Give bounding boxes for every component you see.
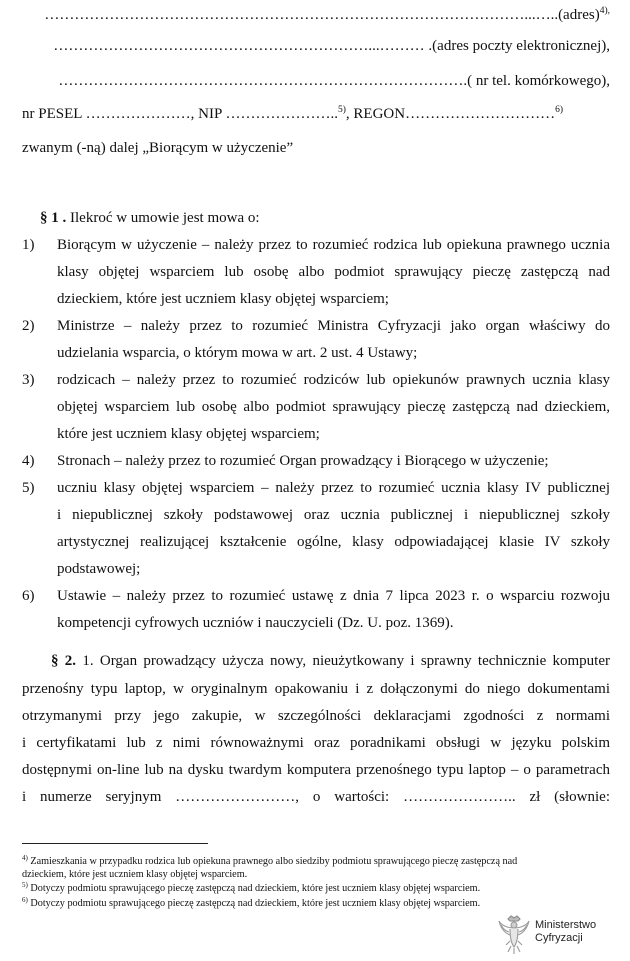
section-1-number: § 1 . xyxy=(40,210,67,226)
section-2-text: 1. Organ prowadzący użycza nowy, nieużytkowany i sprawny technicznie komputer xyxy=(76,653,611,669)
borrower-definition-line: zwanym (-ną) dalej „Biorącym w użyczenie” xyxy=(22,140,294,156)
phone-line: ……………………………………………………………………….( nr tel. komórkowego), xyxy=(58,73,610,89)
footnote-4 xyxy=(22,855,610,868)
item-6-line: Ustawie – należy przez to rozumieć ustawę z dnia 7 lipca 2023 r. o wsparciu rozwoju xyxy=(57,588,610,604)
polish-eagle-icon xyxy=(497,915,531,955)
item-3-line: które jest uczniem klasy objętej wsparciem; xyxy=(57,426,320,442)
footnote-4-mark: 4) xyxy=(22,854,28,862)
item-5-line: podstawowej; xyxy=(57,561,141,577)
item-3-number: 3) xyxy=(22,372,35,388)
item-5-line: uczniu klasy objętej wsparciem – należy przez to rozumieć ucznia klasy IV publicznej xyxy=(57,480,610,496)
footnote-6-text: Dotyczy podmiotu sprawującego pieczę zastępczą nad dzieckiem, które jest uczniem klasy objętej wsparciem. xyxy=(27,898,481,909)
address-line xyxy=(22,6,610,24)
section-2-line xyxy=(51,652,610,670)
footnote-5 xyxy=(22,882,610,895)
footnote-4-text: Zamieszkania w przypadku rodzica lub opiekuna prawnego albo siedziby podmiotu sprawującego pieczę zastępczą nad xyxy=(27,856,518,867)
item-6-line: kompetencji cyfrowych uczniów i nauczycieli (Dz. U. poz. 1369). xyxy=(57,615,454,631)
regon-text: , REGON………………………… xyxy=(345,106,556,122)
ministry-logo xyxy=(497,915,609,955)
ministry-name-line-2: Cyfryzacji xyxy=(535,932,583,944)
item-1-line: dzieckiem, które jest uczniem klasy objętej wsparciem; xyxy=(57,291,389,307)
footnote-5-text: Dotyczy podmiotu sprawującego pieczę zastępczą nad dzieckiem, które jest uczniem klasy objętej wsparciem. xyxy=(27,883,481,894)
footnote-6 xyxy=(22,897,610,910)
item-5-number: 5) xyxy=(22,480,35,496)
item-1-line: klasy objętej wsparciem lub osobę albo podmiot sprawujący pieczę zastępczą nad xyxy=(57,264,610,280)
footnote-4-continuation: dzieckiem, które jest uczniem klasy objętej wsparciem. xyxy=(22,869,248,880)
section-2-line: i certyfikatami lub z nimi równoważnymi oraz poradnikami obsługi w języku polskim xyxy=(22,735,610,751)
footnote-ref-6: 6) xyxy=(555,105,563,115)
section-2-number: § 2. xyxy=(51,653,77,669)
item-2-line: Ministrze – należy przez to rozumieć Ministra Cyfryzacji jako organ właściwy do xyxy=(57,318,610,334)
section-2-line: otrzymanymi przy jego zakupie, w szczególności deklaracjami zgodności z normami xyxy=(22,708,610,724)
footnote-6-mark: 6) xyxy=(22,896,28,904)
item-4-number: 4) xyxy=(22,453,35,469)
item-1-line: Biorącym w użyczenie – należy przez to rozumieć rodzica lub opiekuna prawnego ucznia xyxy=(57,237,610,253)
ministry-name xyxy=(535,919,596,945)
section-2-line: dostępnymi on-line lub na dysku twardym komputera przenośnego typu laptop – o parametrach xyxy=(22,762,610,778)
item-1-number: 1) xyxy=(22,237,35,253)
item-6-number: 6) xyxy=(22,588,35,604)
address-field-text: ……………………………………………………………………………………...…..(adres) xyxy=(44,7,600,23)
section-2-line: przenośny typu laptop, w oryginalnym opakowaniu i z dołączonymi do niego dokumentami xyxy=(22,681,610,697)
footnote-5-mark: 5) xyxy=(22,881,28,889)
item-5-line: artystycznej realizującej kształcenie ogólne, klasy odpowiadającej klasie IV szkoły xyxy=(57,534,610,550)
item-3-line: rodzicach – należy przez to rozumieć rodziców lub opiekunów prawnych ucznia klasy xyxy=(57,372,610,388)
section-1-heading xyxy=(40,209,628,227)
email-line: ………………………………………………………...……… .(adres poczty elektronicznej), xyxy=(53,38,610,54)
item-5-line: i niepublicznej szkoły podstawowej oraz ucznia publicznej i niepublicznej szkoły xyxy=(57,507,610,523)
section-2-line: i numerze seryjnym ……………………, o wartości: ………………….. zł (słownie: xyxy=(22,789,610,805)
item-3-line: objętej wsparciem lub osobę albo podmiot sprawujący pieczę zastępczą nad dzieckiem, xyxy=(57,399,610,415)
pesel-nip-text: nr PESEL …………………, NIP ………………….. xyxy=(22,106,338,122)
item-2-number: 2) xyxy=(22,318,35,334)
footnote-ref-4: 4), xyxy=(599,6,610,16)
section-1-intro: Ilekroć w umowie jest mowa o: xyxy=(66,210,260,226)
pesel-nip-regon-line xyxy=(22,105,610,123)
item-4-line: Stronach – należy przez to rozumieć Organ prowadzący i Biorącego w użyczenie; xyxy=(57,453,549,469)
item-2-line: udzielania wsparcia, o którym mowa w art. 2 ust. 4 Ustawy; xyxy=(57,345,418,361)
footnote-separator xyxy=(22,843,208,844)
ministry-name-line-1: Ministerstwo xyxy=(535,919,597,931)
footnote-ref-5: 5) xyxy=(337,105,346,115)
